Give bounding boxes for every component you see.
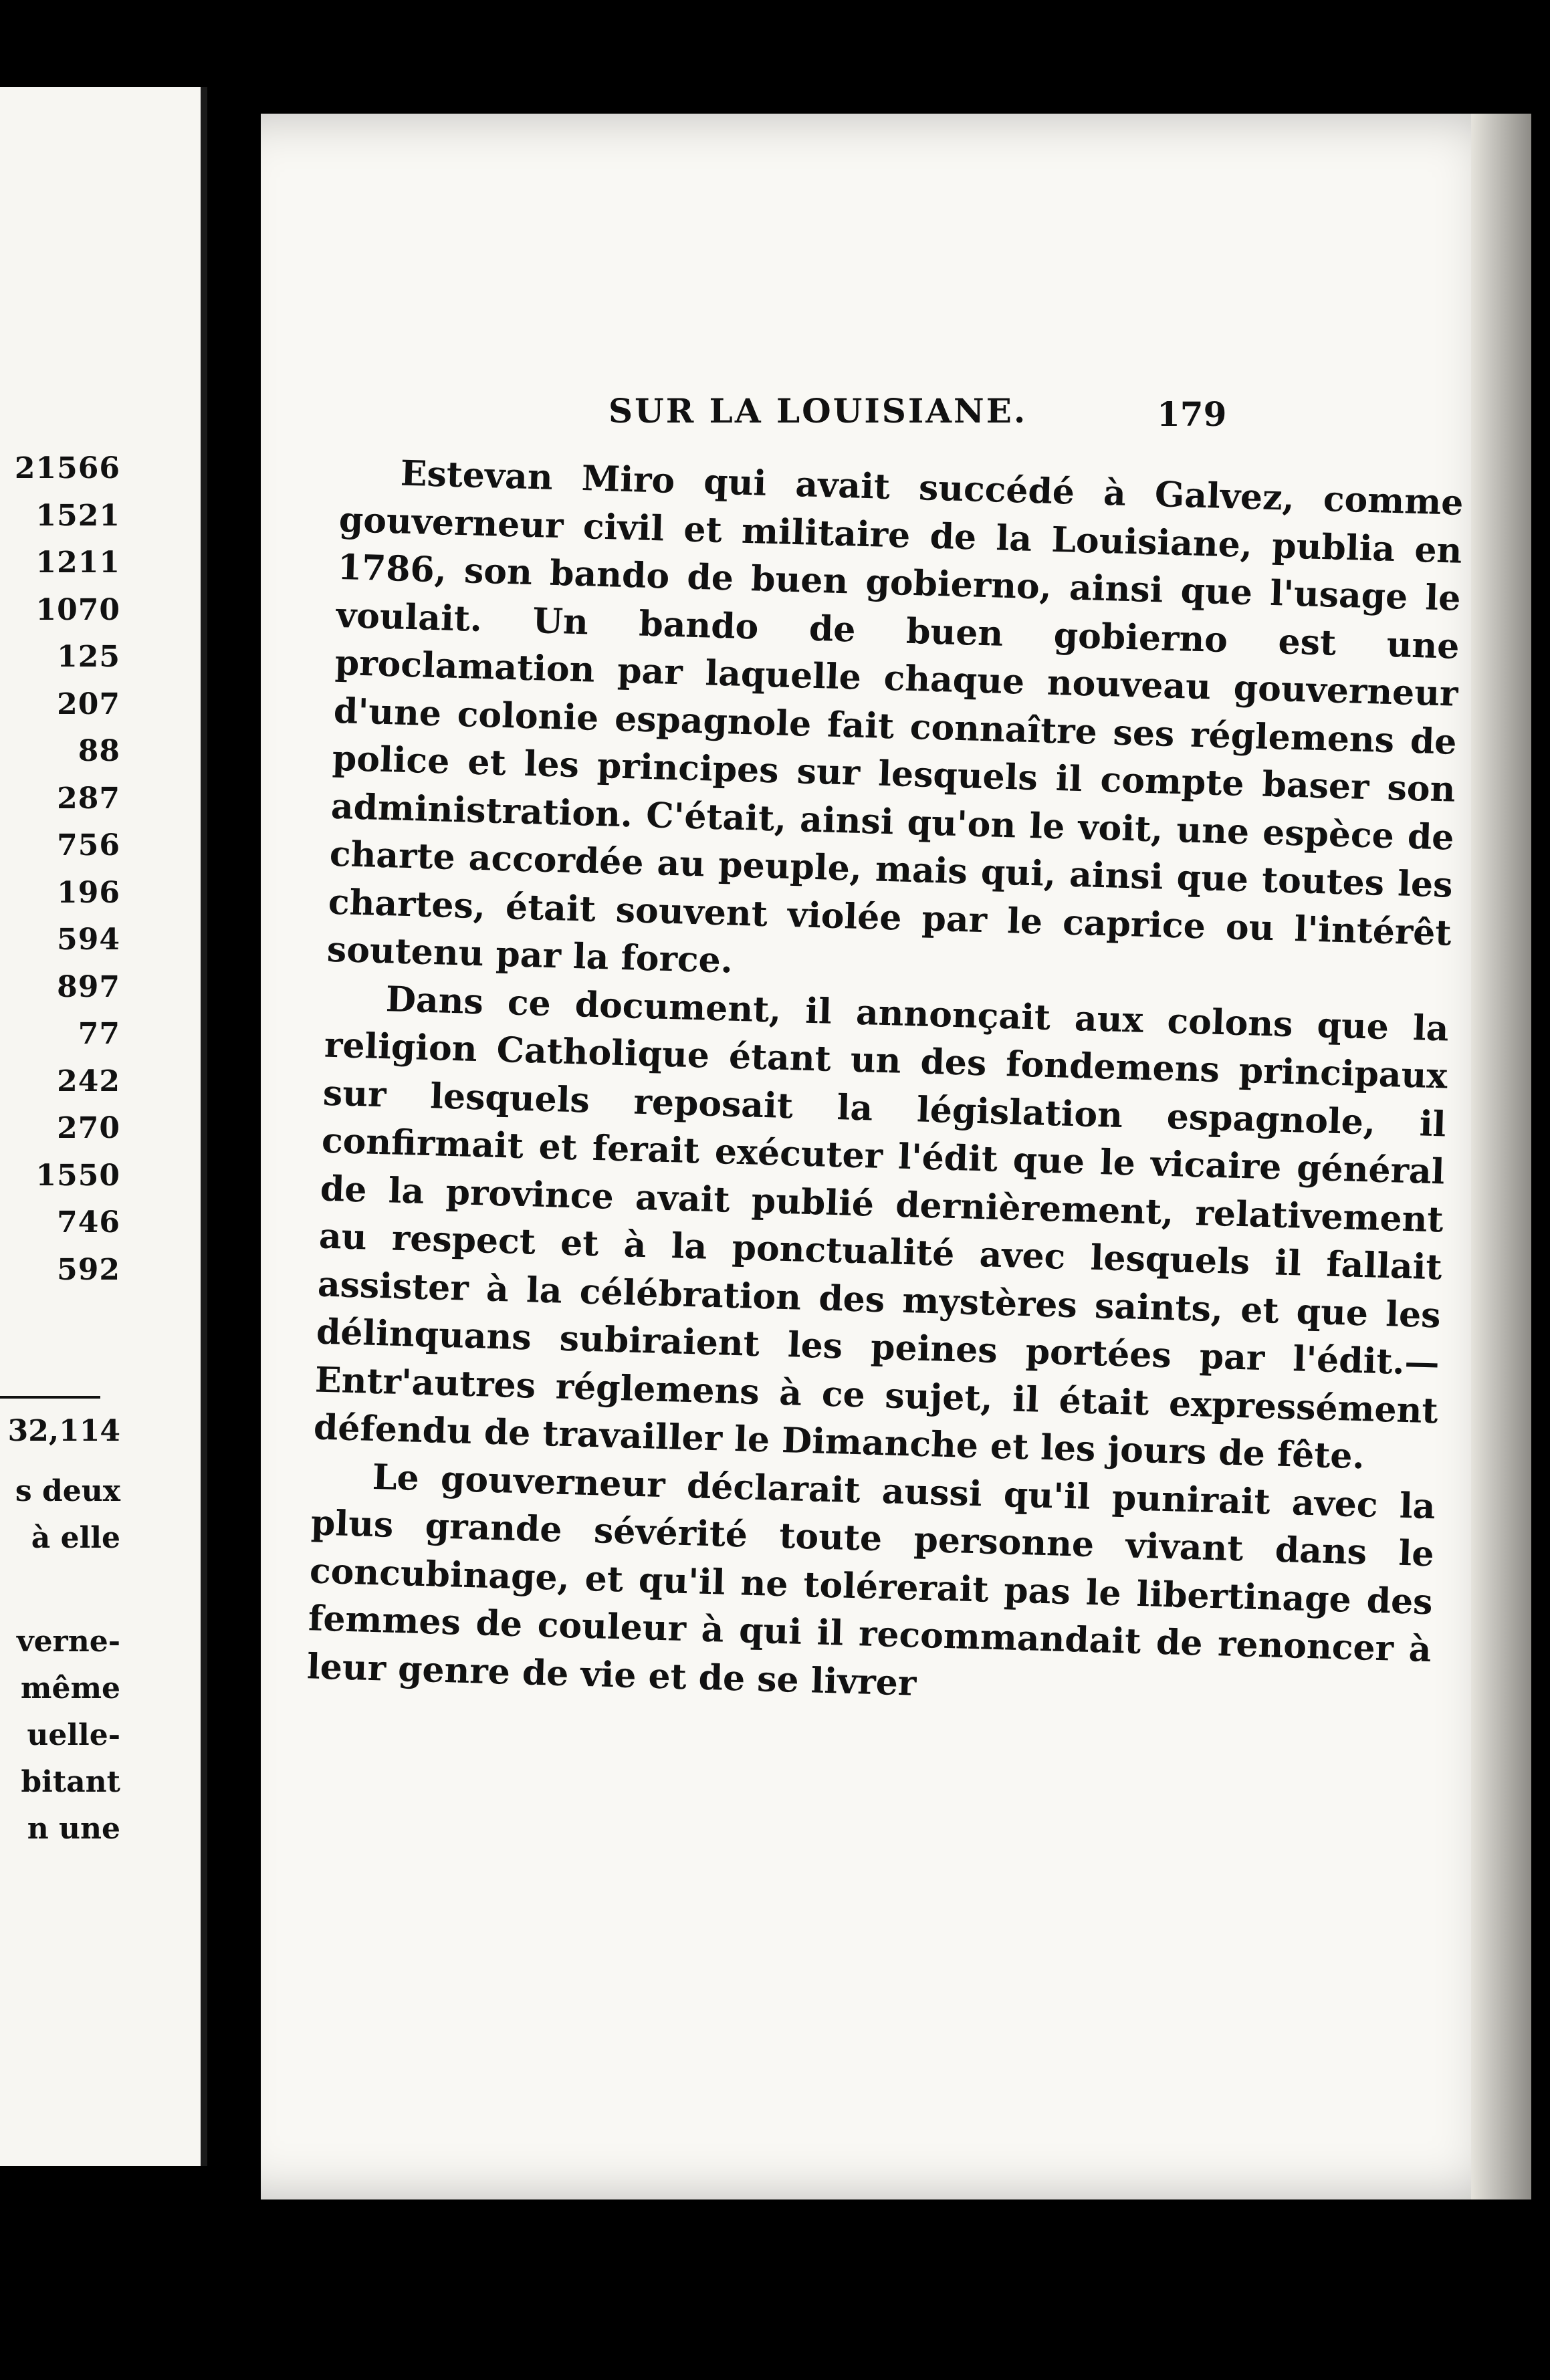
column-value: 1550: [35, 1158, 120, 1193]
column-value: 1211: [35, 546, 120, 580]
text-fragment: s deux: [15, 1474, 120, 1508]
text-fragment: bitant: [21, 1765, 120, 1799]
text-fragment: à elle: [31, 1521, 120, 1555]
left-page-fragment: [0, 87, 207, 2166]
column-value: 746: [57, 1205, 120, 1239]
text-fragment: même: [20, 1671, 120, 1705]
column-value: 21566: [14, 451, 120, 485]
column-value: 125: [57, 640, 120, 674]
running-head: SUR LA LOUISIANE.: [608, 391, 1028, 431]
right-page: [261, 114, 1531, 2199]
column-value: 207: [57, 687, 120, 721]
total-rule: [0, 1396, 100, 1399]
column-value: 897: [57, 969, 120, 1004]
column-total: 32,114: [7, 1414, 120, 1448]
paragraph-3: Le gouverneur déclarait aussi qu'il punirait avec la plus grande sévérité toute personne vivant dans le concubinage, et qu'il ne tolérerait pas le libertinage des femmes de couleur à qui il recommandait de renoncer à leur genre de vie et de se livrer: [306, 1456, 1436, 1704]
column-value: 1521: [35, 498, 120, 533]
page-number: 179: [1157, 394, 1227, 434]
page-edge: [1471, 114, 1531, 2199]
column-value: 196: [57, 875, 120, 910]
text-fragment: uelle-: [27, 1718, 120, 1752]
body-text: [306, 448, 1464, 1721]
column-value: 270: [57, 1111, 120, 1145]
column-value: 594: [57, 923, 120, 957]
paragraph-1: Estevan Miro qui avait succédé à Galvez, comme gouverneur civil et militaire de la Louisiane, publia en 1786, son bando de buen gobierno, ainsi que l'usage le voulait. Un bando de buen gobierno est une proclamation par laquelle chaque nouveau gouverneur d'une colonie espagnole fait connaître ses réglemens de police et les principes sur lesquels il compte baser son administration. C'était, ainsi qu'on le voit, une espèce de charte accordée au peuple, mais qui, ainsi que toutes les chartes, était souvent violée par le caprice ou l'intérêt soutenu par la force.: [326, 453, 1464, 981]
text-fragment: verne-: [17, 1625, 120, 1659]
column-value: 88: [78, 734, 120, 768]
column-value: 77: [78, 1017, 120, 1051]
column-value: 242: [57, 1064, 120, 1098]
paragraph-2: Dans ce document, il annonçait aux colons que la religion Catholique étant un des fondemens principaux sur lesquels reposait la législation espagnole, il confirmait et ferait exécuter l'édit que le vicaire général de la province avait publié dernièrement, relativement au respect et à la ponctualité avec lesquels il fallait assister à la célébration des mystères saints, et que les délinquans subiraient les peines portées par l'édit.— Entr'autres réglemens à ce sujet, il était expressément défendu de travailler le Dimanche et les jours de fête.: [313, 978, 1450, 1477]
column-value: 592: [57, 1252, 120, 1287]
text-fragment: n une: [27, 1812, 120, 1846]
column-value: 1070: [35, 592, 120, 627]
column-value: 756: [57, 828, 120, 862]
column-value: 287: [57, 781, 120, 816]
